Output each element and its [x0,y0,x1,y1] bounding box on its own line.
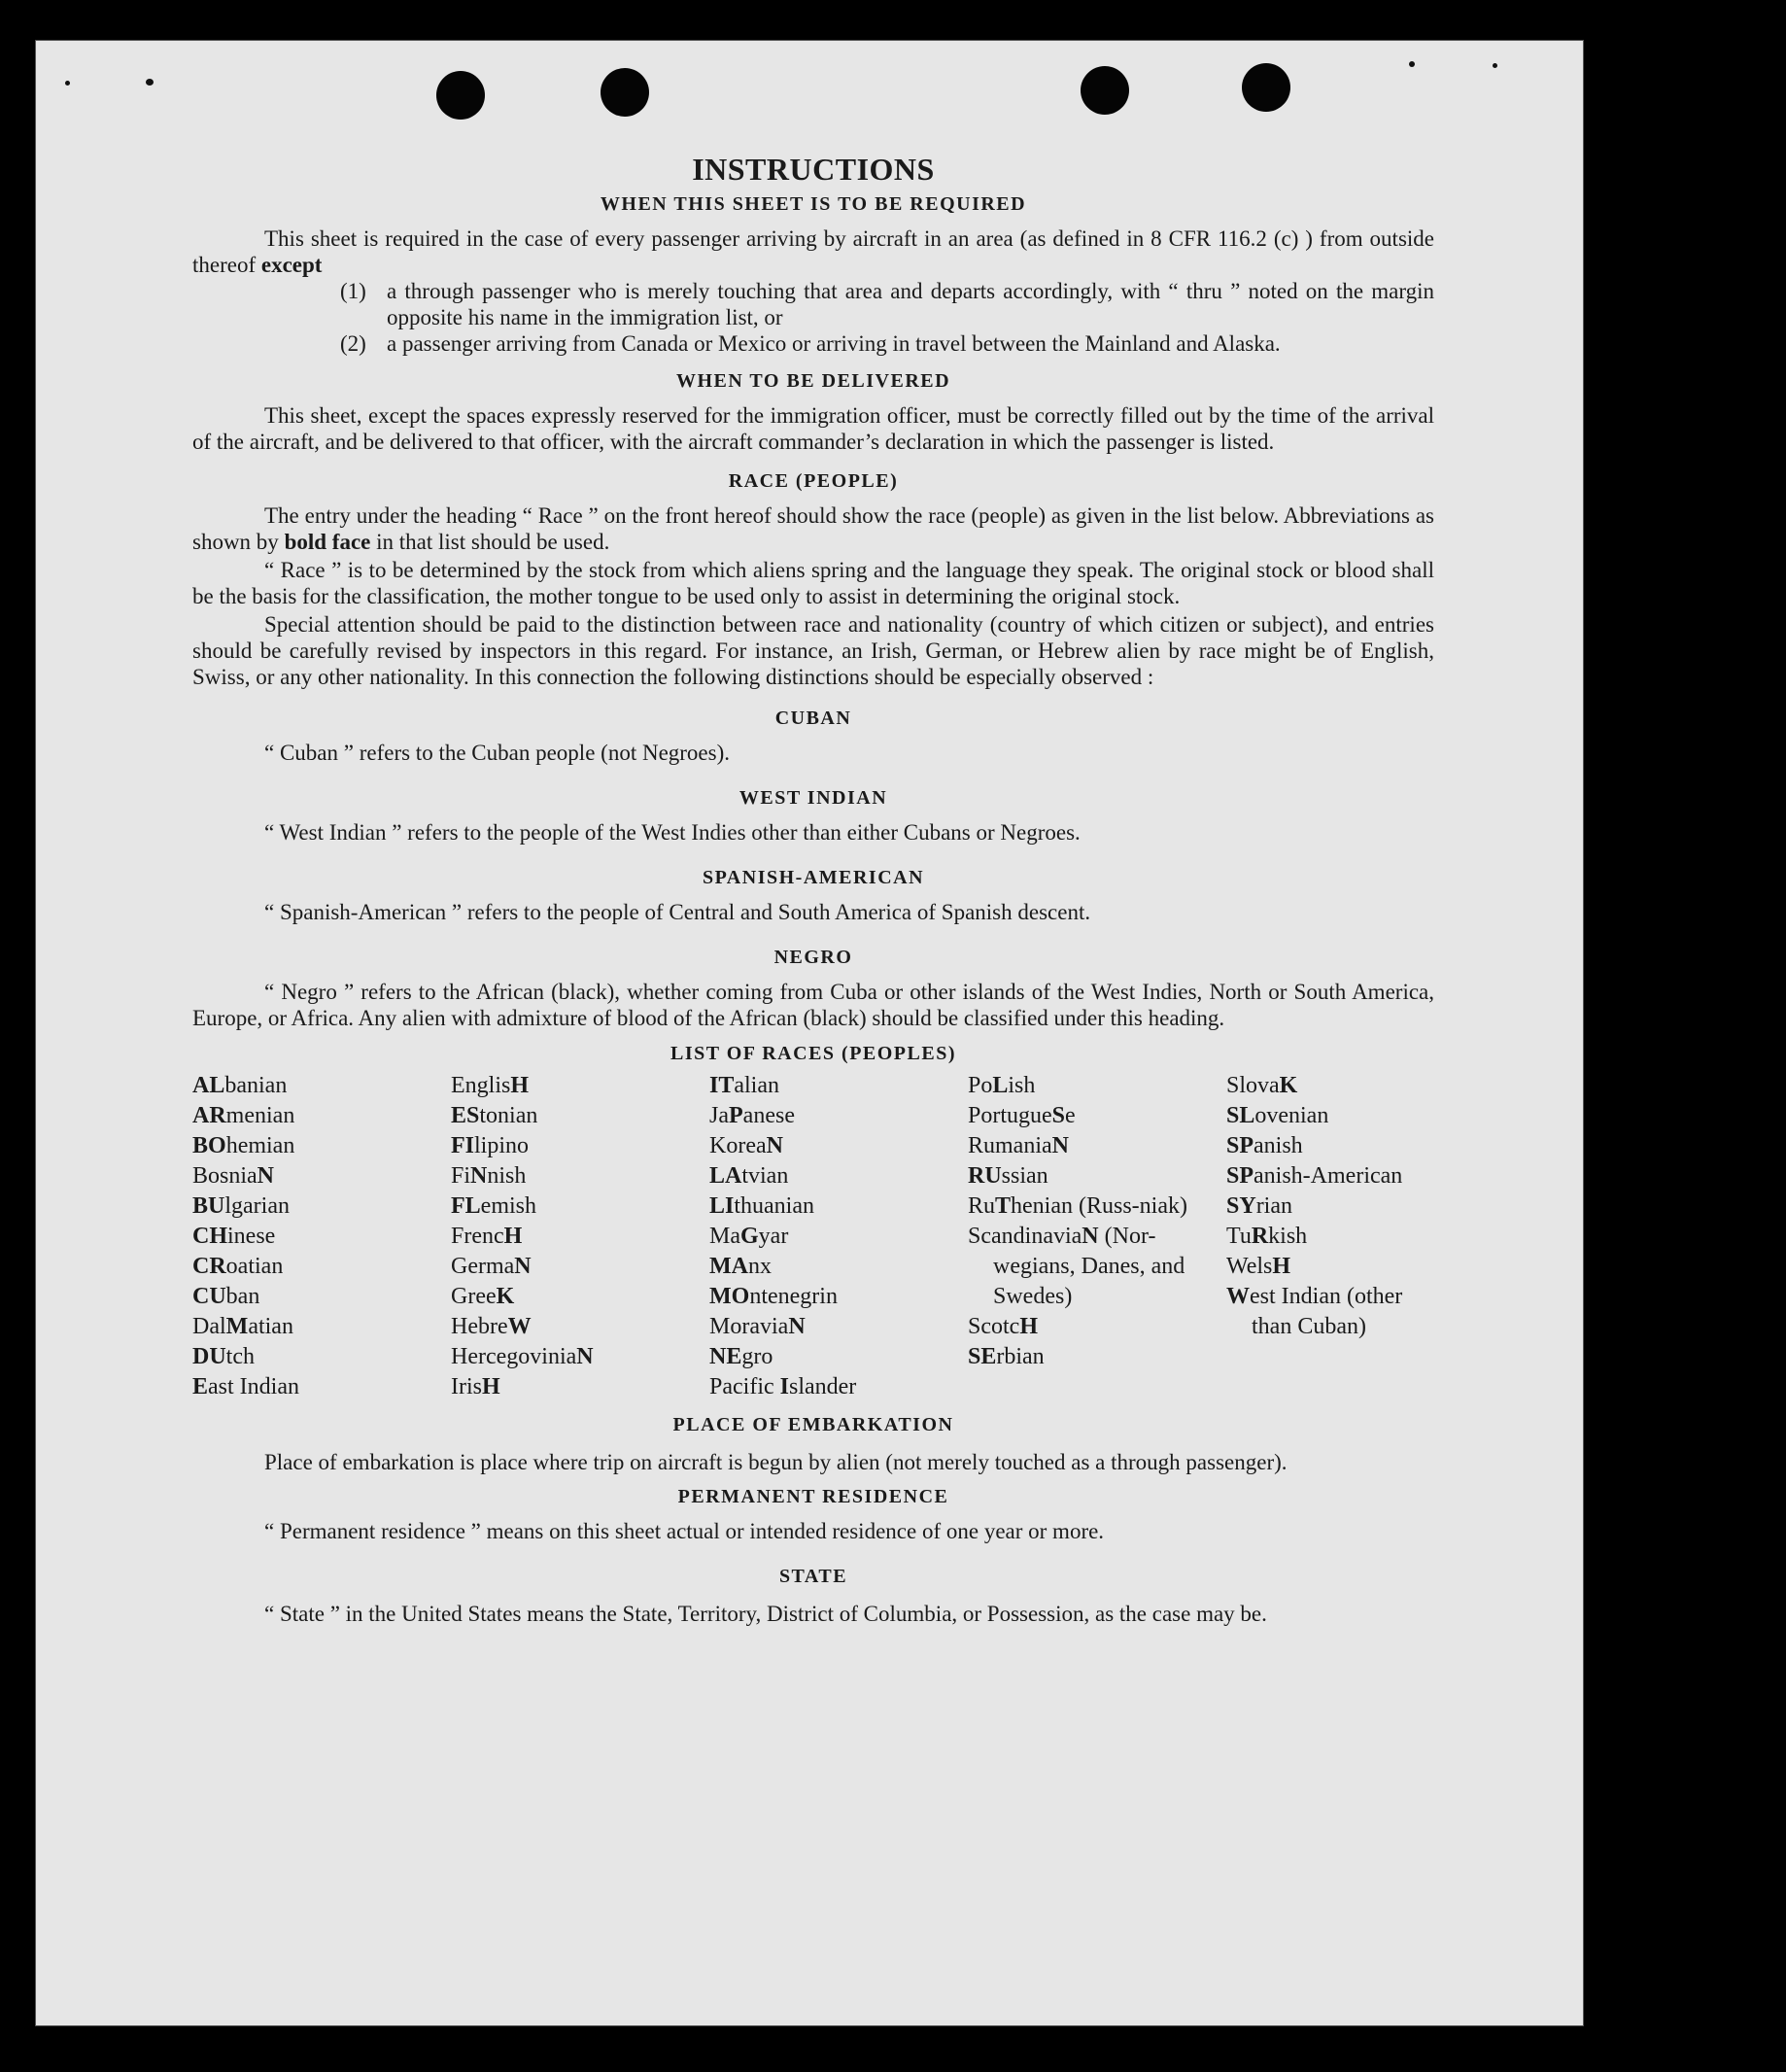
delivered-text: This sheet, except the spaces expressly reserved for the immigration officer, must be correctly filled out by the time of the arrival of the aircraft, and be delivered to that officer, with the aircraft commander’s declaration in which the passenger is listed. [192,403,1434,454]
document-page [35,40,1584,2026]
race-column [1226,1071,1434,1402]
race-column [709,1071,968,1402]
race-p1-bold: bold face [284,530,371,554]
race-entry: DalMatian [192,1314,293,1339]
race-entry: ScandinaviaN (Nor-wegians, Danes, and Swedes) [968,1224,1185,1309]
race-column [192,1071,451,1402]
race-entry: FiNnish [451,1163,527,1189]
section-heading-cuban: CUBAN [774,708,852,729]
negro-text: “ Negro ” refers to the African (black), whether coming from Cuba or other islands of the West Indies, North or South America, Europe, or Africa. Any alien with admixture of blood of the African (black) should be classified under this heading. [192,980,1434,1030]
race-entry: LAtvian [709,1163,789,1189]
race-entry: SlovaK [1226,1073,1298,1098]
section-heading-negro: NEGRO [773,947,853,968]
race-entry: EStonian [451,1103,538,1128]
race-p1-after: in that list should be used. [376,530,610,554]
required-item-2 [340,330,1434,357]
race-entry: FrencH [451,1224,523,1249]
race-entry: KoreaN [709,1133,783,1158]
instructions-content [192,152,1434,1630]
race-entry: GermaN [451,1254,532,1279]
race-entry: CUban [192,1284,260,1309]
section-heading-residence: PERMANENT RESIDENCE [677,1486,949,1507]
page-title: INSTRUCTIONS [692,152,935,187]
required-item-1 [340,278,1434,330]
residence-text: “ Permanent residence ” means on this sheet actual or intended residence of one year or more. [264,1519,1105,1543]
race-entry: DUtch [192,1344,255,1369]
item-number: (2) [340,331,366,356]
race-column [451,1071,709,1402]
section-heading-required: WHEN THIS SHEET IS TO BE REQUIRED [600,193,1027,215]
race-entry: HercegoviniaN [451,1344,594,1369]
section-heading-race: RACE (PEOPLE) [728,470,899,492]
race-entry: WelsH [1226,1254,1291,1279]
spanish-american-text: “ Spanish-American ” refers to the people of Central and South America of Spanish descent. [264,900,1091,924]
race-entry: ALbanian [192,1073,288,1098]
required-intro-text: This sheet is required in the case of every passenger arriving by aircraft in an area (as defined in 8 CFR 116.2 (c) ) from outside thereof [192,226,1434,277]
state-text: “ State ” in the United States means the State, Territory, District of Columbia, or Possession, as the case may be. [264,1602,1267,1626]
race-entry: SLovenian [1226,1103,1329,1128]
race-entry: Pacific Islander [709,1374,857,1399]
required-intro-bold: except [260,253,323,277]
section-heading-delivered: WHEN TO BE DELIVERED [675,370,951,392]
race-paragraph-3: Special attention should be paid to the distinction between race and nationality (country of which citizen or subject), and entries should be carefully revised by inspectors in this regard. For instance, an Irish, German, or Hebrew alien by race might be of English, Swiss, or any other nationality. In this connection the following distinctions should be especially observed : [192,612,1434,689]
west-indian-text: “ West Indian ” refers to the people of the West Indies other than either Cubans or Negroes. [264,820,1081,845]
speck [65,81,70,86]
section-heading-west-indian: WEST INDIAN [738,787,888,809]
race-paragraph-1 [192,502,1434,555]
section-heading-list: LIST OF RACES (PEOPLES) [670,1043,956,1064]
race-entry: RuThenian (Russ-niak) [968,1193,1187,1219]
race-entry: IrisH [451,1374,500,1399]
item-text: a passenger arriving from Canada or Mexico or arriving in travel between the Mainland and Alaska. [387,331,1281,356]
race-entry: MaGyar [709,1224,789,1249]
race-entry: EnglisH [451,1073,530,1098]
speck [1409,61,1415,67]
race-entry: LIthuanian [709,1193,814,1219]
race-list [192,1071,1434,1402]
race-entry: BUlgarian [192,1193,290,1219]
race-entry: FIlipino [451,1133,530,1158]
race-entry: GreeK [451,1284,515,1309]
race-entry: PoLish [968,1073,1036,1098]
cuban-text: “ Cuban ” refers to the Cuban people (not Negroes). [264,741,731,765]
race-entry: MoraviaN [709,1314,806,1339]
race-entry: MAnx [709,1254,772,1279]
race-entry: NEgro [709,1344,773,1369]
race-entry: SYrian [1226,1193,1292,1219]
race-entry: JaPanese [709,1103,795,1128]
race-entry: ScotcH [968,1314,1038,1339]
race-entry: MOntenegrin [709,1284,838,1309]
item-text: a through passenger who is merely touching that area and departs accordingly, with “ thru ” noted on the margin opposite his name in the immigration list, or [387,279,1434,329]
race-entry: West Indian (other than Cuban) [1226,1284,1403,1339]
race-column [968,1071,1226,1402]
race-entry: PortugueSe [968,1103,1076,1128]
section-heading-state: STATE [778,1566,848,1587]
race-entry: RUssian [968,1163,1048,1189]
required-intro [192,225,1434,278]
punch-hole [1081,66,1129,115]
race-entry: BOhemian [192,1133,295,1158]
race-entry: ITalian [709,1073,779,1098]
race-entry: HebreW [451,1314,532,1339]
speck [146,79,154,86]
race-entry: CRoatian [192,1254,284,1279]
race-entry: East Indian [192,1374,299,1399]
race-entry: FLemish [451,1193,536,1219]
race-entry: BosniaN [192,1163,275,1189]
race-entry: SPanish-American [1226,1163,1403,1189]
speck [1493,63,1497,68]
race-entry: SErbian [968,1344,1045,1369]
race-entry: RumaniaN [968,1133,1069,1158]
punch-hole [601,68,649,117]
punch-hole [436,71,485,120]
item-number: (1) [340,279,366,303]
section-heading-embarkation: PLACE OF EMBARKATION [672,1414,954,1435]
race-paragraph-2: “ Race ” is to be determined by the stock from which aliens spring and the language they speak. The original stock or blood shall be the basis for the classification, the mother tongue to be used only to assist in determining the original stock. [192,558,1434,608]
race-entry: ARmenian [192,1103,295,1128]
race-p1-before: The entry under the heading “ Race ” on the front hereof should show the race (people) as given in the list below. Abbreviations as shown by [192,503,1434,554]
punch-hole [1242,63,1290,112]
race-entry: SPanish [1226,1133,1303,1158]
race-entry: CHinese [192,1224,276,1249]
race-entry: TuRkish [1226,1224,1308,1249]
embarkation-text: Place of embarkation is place where trip on aircraft is begun by alien (not merely touched as a through passenger). [264,1450,1288,1474]
section-heading-spanish-american: SPANISH-AMERICAN [702,867,925,888]
